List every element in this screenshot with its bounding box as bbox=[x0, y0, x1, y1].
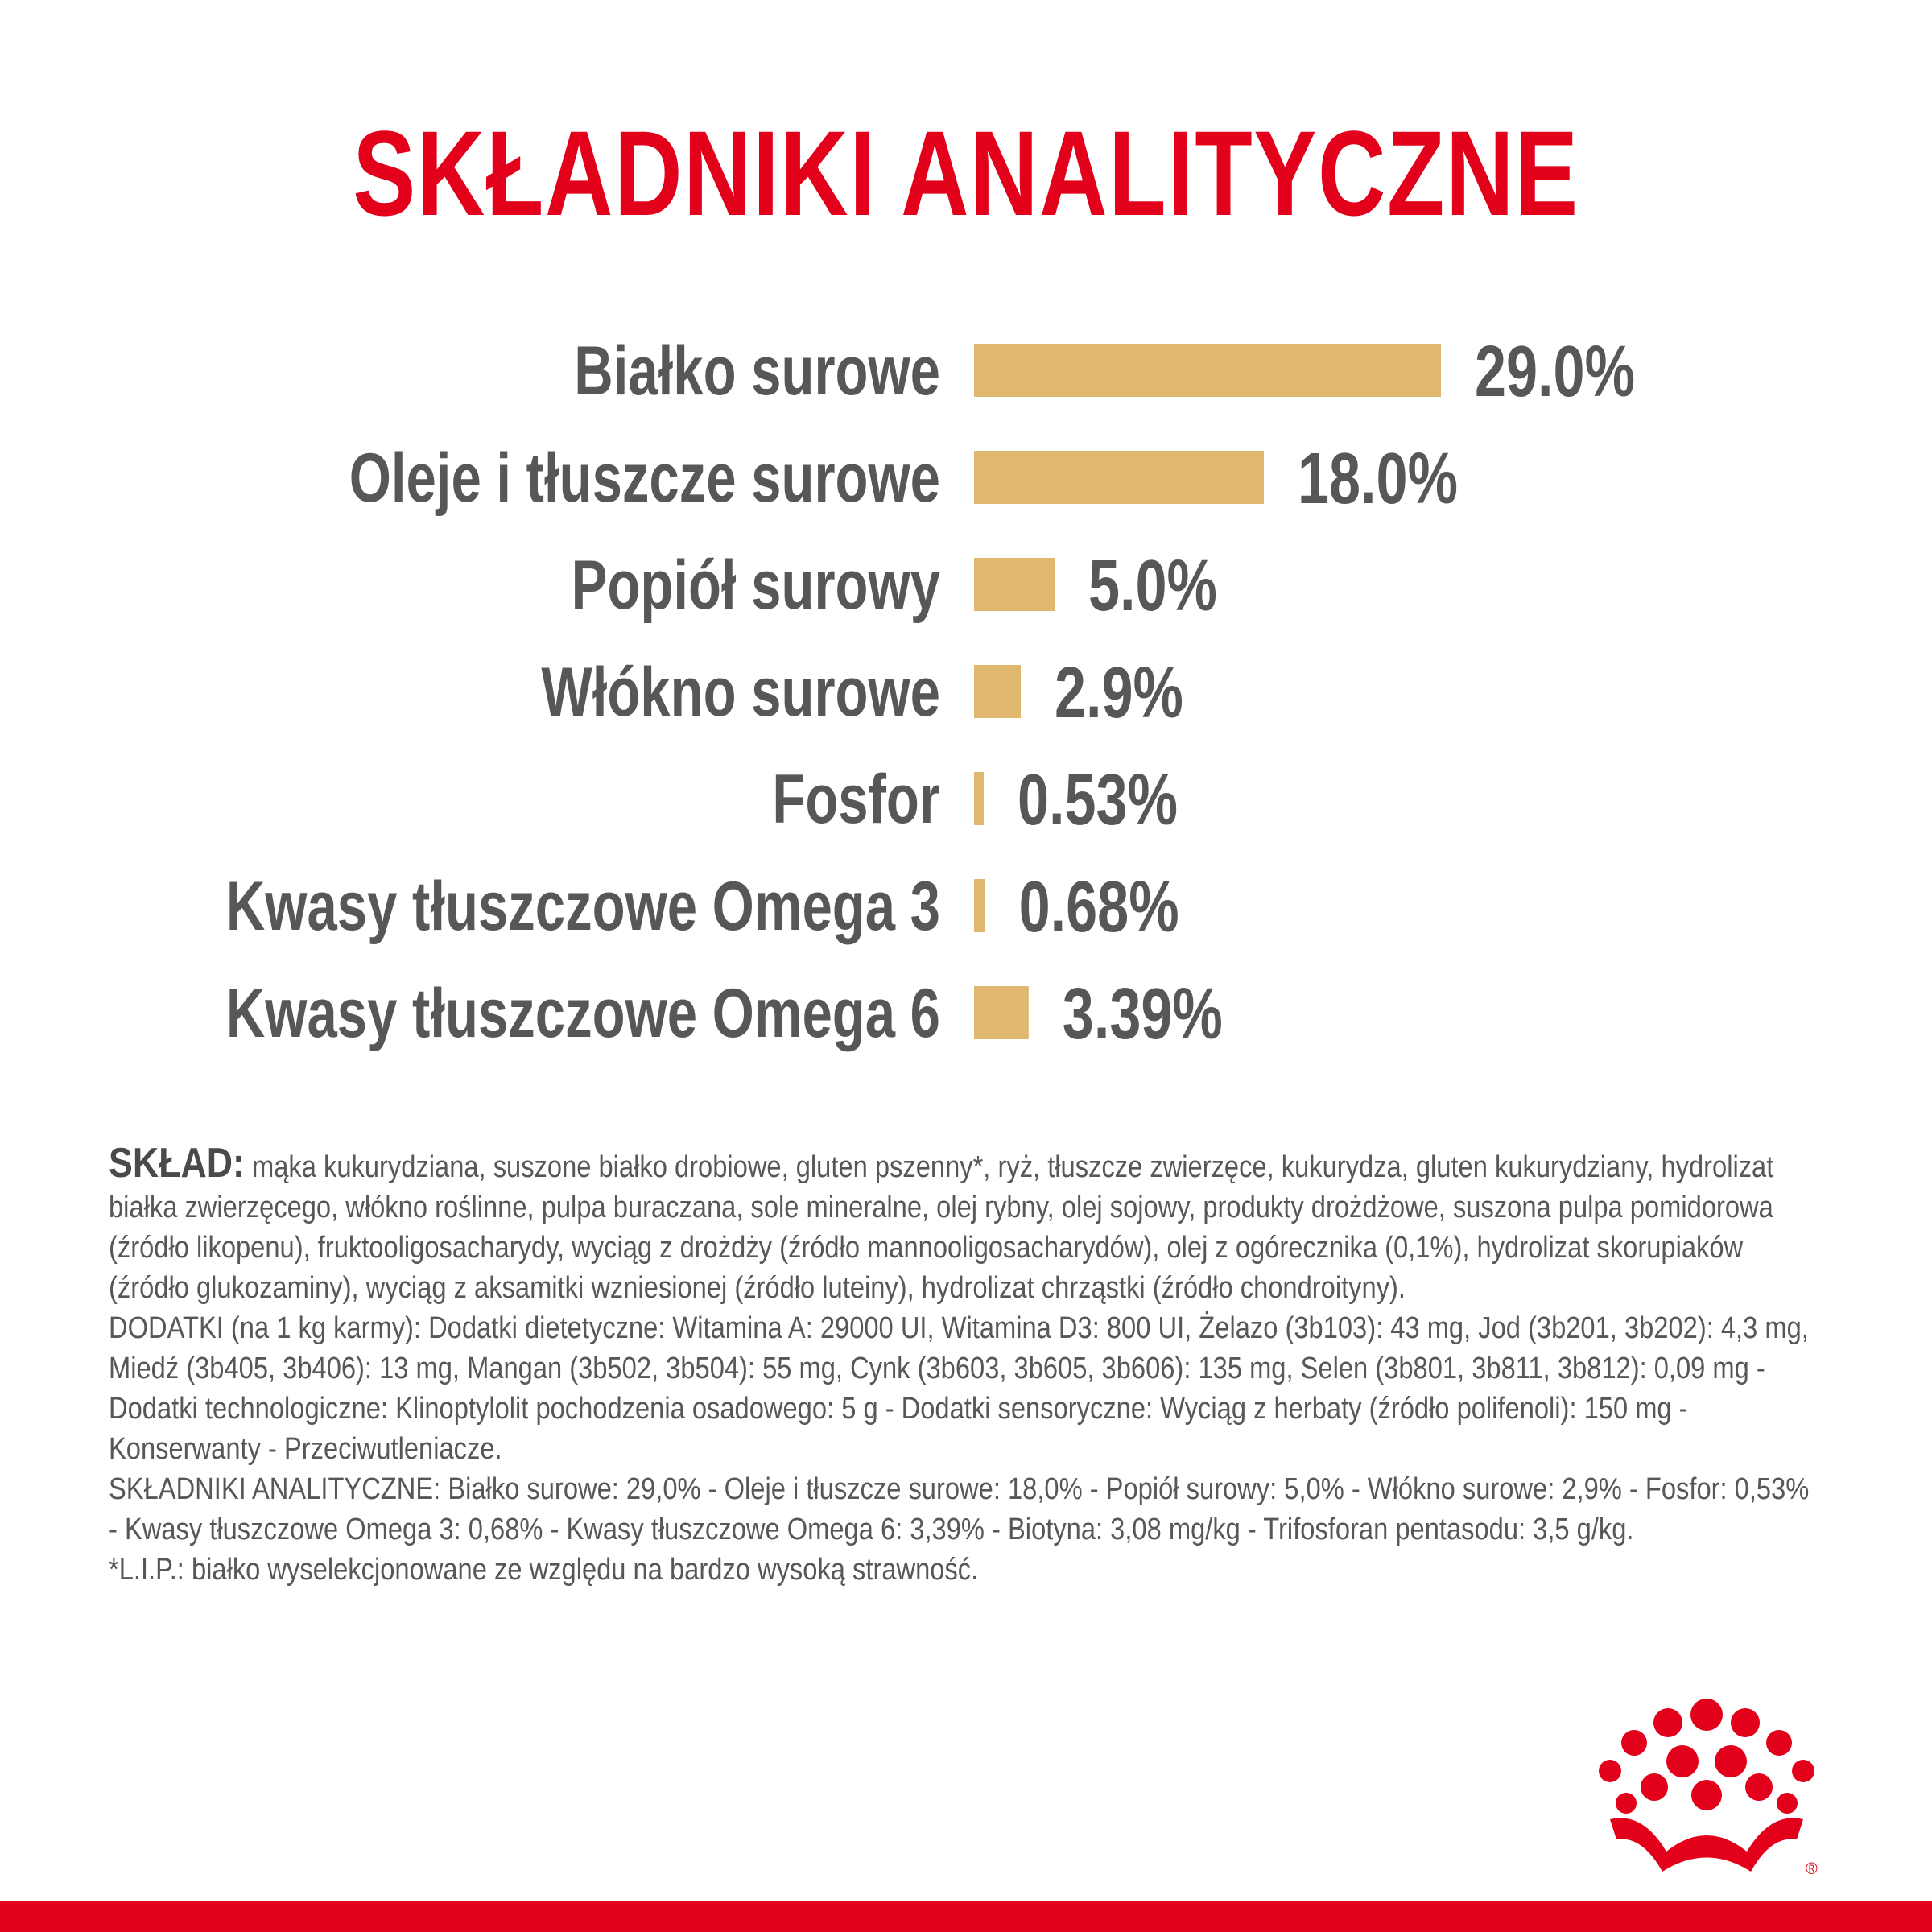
logo-dot bbox=[1731, 1708, 1760, 1737]
bar-row bbox=[772, 760, 1178, 840]
value-label: 29.0% bbox=[1474, 331, 1636, 413]
additives-paragraph: DODATKI (na 1 kg karmy): Dodatki dietetyczne: Witamina A: 29000 UI, Witamina D3: 800 UI, Żelazo (3b103): 43 mg, Jod (3b201, 3b202): 4,3 mg, Miedź (3b405, 3b406): 13 mg, Mangan (3b502, 3b504): 55 mg, Cynk (3b603, 3b605, 3b606): 135 mg, Selen (3b801, 3b811, 3b812): 0,09 mg - Dodatki technologiczne: Klinoptylolit pochodzenia osadowego: 5 g - Dodatki sensoryczne: Wyciąg z herbaty (źródło polifenoli): 150 mg - Konserwanty - Przeciwutleniacze. bbox=[109, 1311, 1809, 1466]
footnote-paragraph: *L.I.P.: białko wyselekcjonowane ze względu na bardzo wysoką strawność. bbox=[109, 1553, 979, 1587]
registered-mark: ® bbox=[1806, 1860, 1818, 1878]
category-label: Kwasy tłuszczowe Omega 3 bbox=[225, 868, 941, 945]
bottom-brand-bar bbox=[0, 1901, 1932, 1932]
bar-row bbox=[226, 974, 1223, 1055]
logo-dot bbox=[1621, 1730, 1647, 1756]
logo-dot bbox=[1666, 1745, 1699, 1777]
bar bbox=[974, 986, 1029, 1039]
royal-canin-crown-logo-icon bbox=[1578, 1699, 1835, 1884]
category-label: Fosfor bbox=[772, 761, 940, 838]
value-label: 0.53% bbox=[1018, 759, 1179, 841]
bar bbox=[974, 879, 985, 932]
bar-row bbox=[226, 867, 1179, 947]
logo-dot bbox=[1641, 1773, 1668, 1801]
logo-dot bbox=[1777, 1793, 1798, 1814]
bar-row bbox=[541, 653, 1183, 733]
logo-dot bbox=[1690, 1699, 1723, 1731]
nutrient-bar-chart bbox=[0, 306, 1932, 1071]
bar bbox=[974, 344, 1441, 397]
bar bbox=[974, 665, 1021, 718]
bar-row bbox=[574, 332, 1635, 412]
bar bbox=[974, 772, 984, 825]
bar bbox=[974, 558, 1055, 611]
logo-dot bbox=[1792, 1760, 1814, 1782]
value-label: 2.9% bbox=[1054, 652, 1183, 734]
logo-dot bbox=[1766, 1730, 1792, 1756]
logo-dot bbox=[1715, 1745, 1747, 1777]
category-label: Kwasy tłuszczowe Omega 6 bbox=[225, 975, 941, 1052]
value-label: 5.0% bbox=[1088, 545, 1217, 627]
logo-dot bbox=[1745, 1773, 1773, 1801]
ingredients-text: mąka kukurydziana, suszone białko drobiowe, gluten pszenny*, ryż, tłuszcze zwierzęce, kukurydza, gluten kukurydziany, hydrolizat białka zwierzęcego, włókno roślinne, pulpa buraczana, sole mineralne, olej rybny, olej sojowy, produkty drożdżowe, suszona pulpa pomidorowa (źródło likopenu), fruktooligosacharydy, wyciąg z drożdży (źródło mannooligosacharydów), olej z ogórecznika (0,1%), hydrolizat skorupiaków (źródło glukozaminy), wyciąg z aksamitki wzniesionej (źródło luteiny), hydrolizat chrząstki (źródło chondroityny). bbox=[109, 1150, 1774, 1305]
logo-dot bbox=[1599, 1760, 1621, 1782]
composition-label: SKŁAD: bbox=[109, 1140, 245, 1187]
value-label: 0.68% bbox=[1018, 866, 1179, 948]
value-label: 18.0% bbox=[1298, 438, 1459, 520]
logo-crown-arc bbox=[1610, 1818, 1803, 1872]
logo-dot bbox=[1653, 1708, 1682, 1737]
bar-row bbox=[349, 439, 1458, 519]
category-label: Włókno surowe bbox=[541, 654, 940, 731]
category-label: Białko surowe bbox=[574, 332, 940, 410]
category-label: Oleje i tłuszcze surowe bbox=[349, 440, 941, 517]
ingredients-paragraph bbox=[109, 1140, 1823, 1308]
value-label: 3.39% bbox=[1062, 973, 1223, 1055]
logo-dot bbox=[1616, 1793, 1637, 1814]
composition-block bbox=[109, 1140, 1823, 1590]
logo-dot bbox=[1691, 1780, 1722, 1810]
bar bbox=[974, 451, 1264, 504]
bar-row bbox=[572, 546, 1217, 626]
category-label: Popiół surowy bbox=[571, 547, 940, 624]
page-title: SKŁADNIKI ANALITYCZNE bbox=[353, 105, 1579, 241]
analytical-paragraph: SKŁADNIKI ANALITYCZNE: Białko surowe: 29,0% - Oleje i tłuszcze surowe: 18,0% - Popiół surowy: 5,0% - Włókno surowe: 2,9% - Fosfor: 0,53% - Kwasy tłuszczowe Omega 3: 0,68% - Kwasy tłuszczowe Omega 6: 3,39% - Biotyna: 3,08 mg/kg - Trifosforan pentasodu: 3,5 g/kg. bbox=[109, 1472, 1810, 1546]
